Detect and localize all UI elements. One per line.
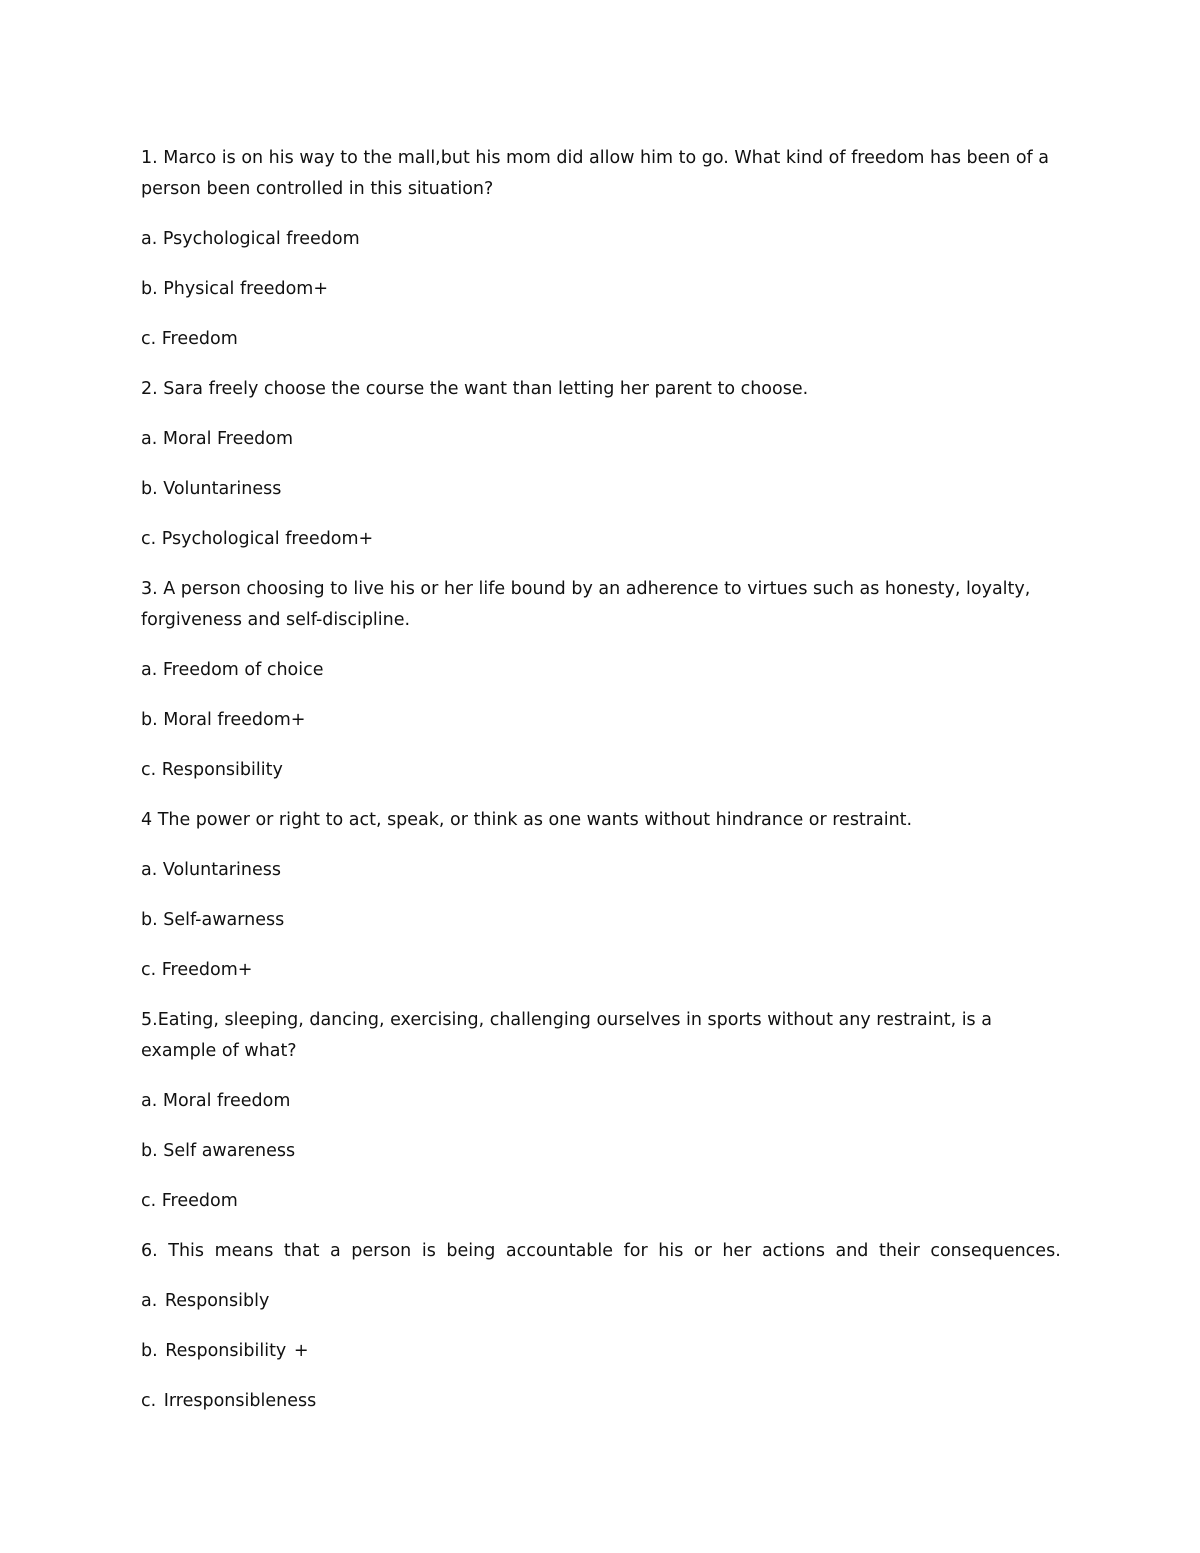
question-6 [141,1236,1061,1417]
question-2-prompt: 2. Sara freely choose the course the want than letting her parent to choose. [141,379,809,399]
question-4-option-a: a. Voluntariness [141,860,281,880]
question-5-option-a: a. Moral freedom [141,1091,291,1111]
question-6-option-c: c. Irresponsibleness [141,1391,317,1411]
question-1-prompt: 1. Marco is on his way to the mall,but his mom did allow him to go. What kind of freedom has been of a person been controlled in this situation? [141,148,1055,199]
question-3-prompt: 3. A person choosing to live his or her life bound by an adherence to virtues such as honesty, loyalty, forgiveness and self-discipline. [141,579,1036,630]
question-3-option-c: c. Responsibility [141,760,283,780]
question-6-option-b: b. Responsibility + [141,1341,309,1361]
question-5 [141,1005,1061,1217]
question-6-option-a: a. Responsibly [141,1291,270,1311]
question-4-prompt: 4 The power or right to act, speak, or think as one wants without hindrance or restraint. [141,810,913,830]
question-2-option-c: c. Psychological freedom+ [141,529,374,549]
question-5-option-c: c. Freedom [141,1191,238,1211]
question-4-option-b: b. Self-awarness [141,910,285,930]
quiz-content [141,143,1061,1436]
question-3 [141,574,1061,786]
question-3-option-b: b. Moral freedom+ [141,710,306,730]
question-1-option-a: a. Psychological freedom [141,229,360,249]
question-2 [141,374,1061,555]
question-2-option-b: b. Voluntariness [141,479,282,499]
question-2-option-a: a. Moral Freedom [141,429,293,449]
question-5-option-b: b. Self awareness [141,1141,296,1161]
question-1-option-c: c. Freedom [141,329,238,349]
question-4-option-c: c. Freedom+ [141,960,253,980]
question-1-option-b: b. Physical freedom+ [141,279,329,299]
question-5-prompt: 5.Eating, sleeping, dancing, exercising, challenging ourselves in sports without any restraint, is a example of what? [141,1010,998,1061]
question-6-prompt: 6. This means that a person is being accountable for his or her actions and their consequences. [141,1241,1061,1261]
question-3-option-a: a. Freedom of choice [141,660,324,680]
question-1 [141,143,1061,355]
question-4 [141,805,1061,986]
